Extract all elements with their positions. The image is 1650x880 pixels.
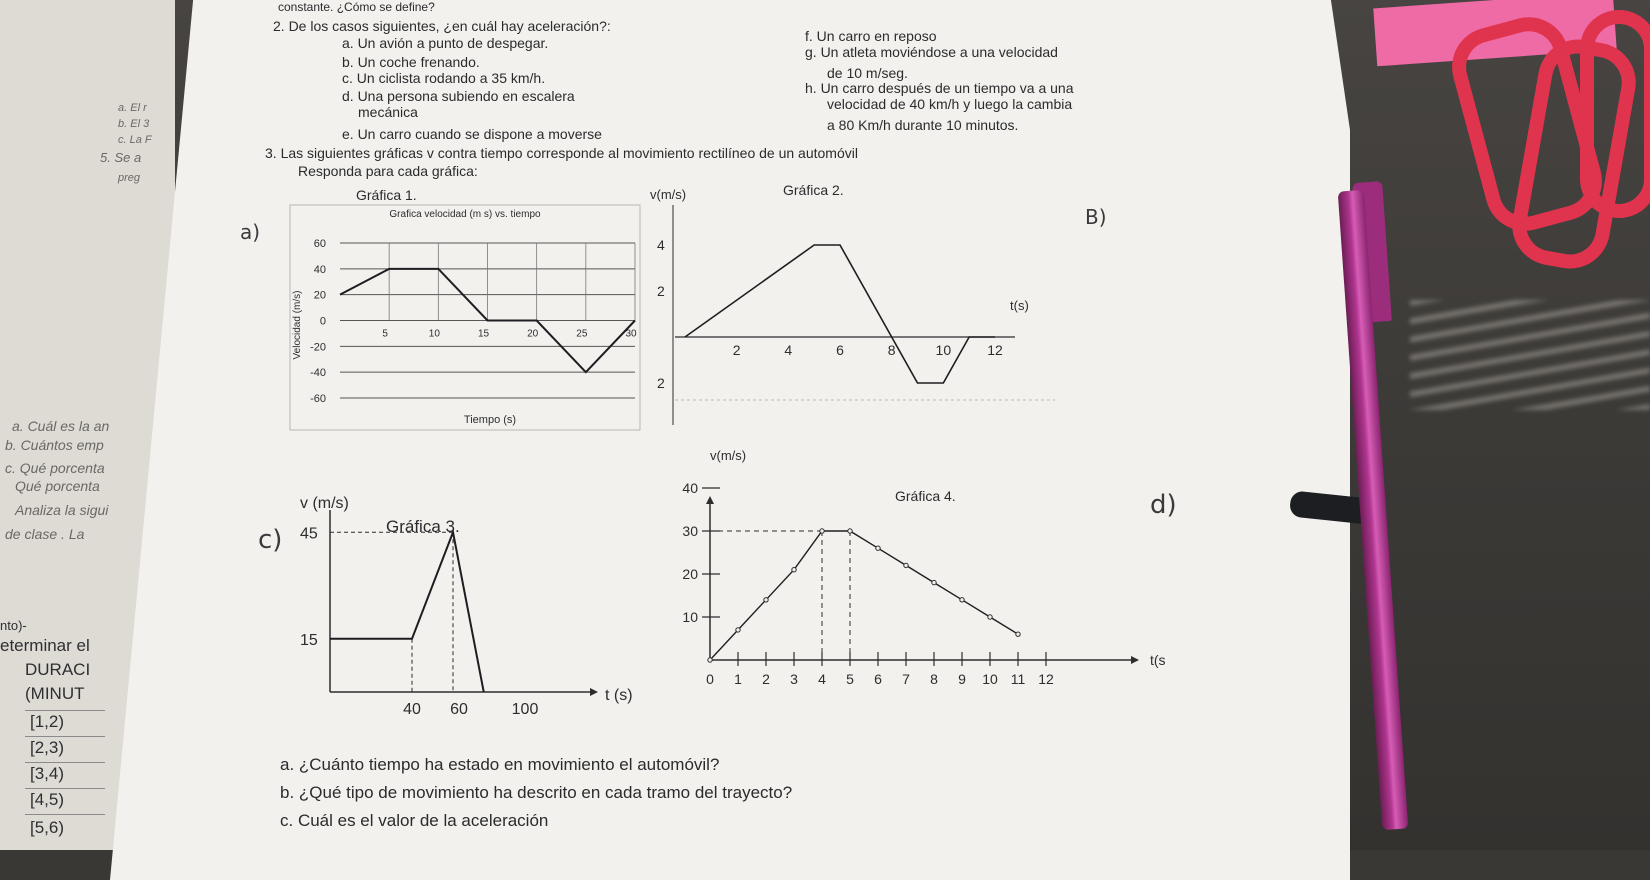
graph2-xtick: 12 (987, 342, 1003, 358)
graph2-ytick: 4 (657, 237, 665, 253)
graph1-xtick: 25 (576, 328, 588, 340)
table-note: eterminar el (0, 636, 90, 655)
table-row: [5,6) (30, 818, 65, 837)
graph4-point (932, 580, 936, 584)
graph2-ylabel: v(m/s) (650, 187, 687, 202)
question-3: 3. Las siguientes gráficas v contra tiempo corresponde al movimiento rectilíneo de un automóvil (265, 145, 858, 161)
option-f: f. Un carro en reposo (805, 28, 937, 44)
table-rule (25, 762, 105, 763)
graph4-xtick: 10 (982, 671, 998, 687)
graph1-title: Grafica velocidad (m s) vs. tiempo (389, 209, 541, 220)
option-d: d. Una persona subiendo en escalera (342, 88, 575, 104)
subquestion-c: c. Cuál es el valor de la aceleración (280, 811, 549, 830)
graph4-y-arrow (706, 496, 714, 504)
table-row: [1,2) (30, 712, 65, 731)
option-a: a. Un avión a punto de despegar. (342, 35, 549, 51)
margin-line: preg (118, 172, 141, 184)
graph1-ytick: -60 (310, 393, 326, 405)
question-2: 2. De los casos siguientes, ¿en cuál hay aceleración?: (273, 18, 611, 34)
margin-line: b. El 3 (118, 118, 150, 130)
graph3-xtick: 60 (450, 701, 468, 718)
graph4-point (820, 529, 824, 533)
graph3-x-arrow (590, 688, 598, 696)
graph2-ytick: 2 (657, 283, 665, 299)
table-row: [2,3) (30, 738, 65, 757)
graph4-xlabel: t(s (1150, 652, 1166, 668)
graph1-xtick: 10 (428, 328, 440, 340)
margin-line: 5. Se a (100, 150, 142, 165)
graph4-ytick: 20 (682, 566, 698, 582)
graph4-xtick: 8 (930, 671, 938, 687)
graph3-ytick: 45 (300, 525, 318, 543)
graph4-xtick: 0 (706, 671, 714, 687)
graph4-point (904, 563, 908, 567)
graph4-point (792, 568, 796, 572)
graph1-ytick: 60 (313, 238, 326, 250)
subquestion-b: b. ¿Qué tipo de movimiento ha descrito en cada tramo del trayecto? (280, 783, 793, 802)
graph1-ytick: 20 (313, 289, 326, 302)
graph3-xtick: 40 (403, 701, 421, 718)
graph4-xtick: 1 (734, 671, 742, 687)
option-h-cont2: a 80 Km/h durante 10 minutos. (827, 117, 1019, 133)
graph1-ylabel: Velocidad (m/s) (292, 290, 303, 360)
graph4-point (764, 598, 768, 602)
table-rule (25, 736, 105, 737)
table-rule (25, 814, 105, 815)
table-row: [4,5) (30, 790, 65, 809)
left-question: c. Qué porcenta (5, 460, 105, 476)
graph4-xtick: 12 (1038, 671, 1054, 687)
graph2-series (685, 245, 995, 383)
left-question: b. Cuántos emp (5, 437, 104, 453)
graph4-series (710, 531, 1018, 660)
graph-3 (280, 495, 660, 730)
option-d-cont: mecánica (358, 104, 418, 120)
option-h-cont: velocidad de 40 km/h y luego la cambia (827, 96, 1073, 112)
graph2-xtick: 2 (732, 342, 741, 358)
margin-line: c. La F (118, 134, 152, 146)
graph1-ytick: -20 (310, 341, 326, 354)
graph3-xlabel: t (s) (605, 687, 633, 704)
graph-4 (682, 448, 1170, 725)
graph1-ytick: 0 (319, 315, 326, 328)
graph3-ytick: 15 (300, 631, 318, 649)
graph2-xtick: 10 (935, 342, 952, 358)
handwritten-c: c) (258, 525, 283, 555)
graph3-label: Gráfica 3. (386, 517, 460, 536)
graph3-series (330, 532, 484, 692)
graph2-xtick: 8 (887, 342, 896, 358)
graph2-xlabel: t(s) (1010, 298, 1029, 313)
graph4-point (876, 546, 880, 550)
left-question: a. Cuál es la an (12, 418, 110, 434)
option-h: h. Un carro después de un tiempo va a una (805, 80, 1074, 96)
graph4-ytick: 30 (682, 523, 698, 539)
graph4-point (960, 598, 964, 602)
handwritten-a: a) (240, 220, 261, 244)
graph1-xtick: 30 (625, 328, 637, 340)
graph1-ytick: -40 (310, 367, 326, 380)
graph1-xtick: 15 (477, 328, 490, 340)
graph4-xtick: 9 (958, 671, 966, 687)
margin-line: a. El r (118, 102, 147, 114)
table-header: DURACI (25, 660, 91, 679)
graph4-x-arrow (1131, 656, 1139, 664)
graph2-xtick: 4 (784, 342, 793, 358)
handwritten-b: B) (1085, 205, 1107, 229)
graph1-ytick: 40 (313, 263, 326, 276)
graph1-xtick: 5 (382, 328, 388, 340)
graph4-xtick: 3 (790, 671, 798, 687)
left-question: Analiza la sigui (15, 502, 109, 518)
question-3-sub: Responda para cada gráfica: (298, 163, 478, 179)
graph2-ytick: 2 (657, 375, 665, 391)
graph4-ytick: 10 (682, 609, 698, 625)
graph4-ytick: 40 (682, 480, 698, 496)
left-question: Qué porcenta (15, 478, 100, 494)
graph4-xtick: 7 (902, 671, 910, 687)
graph2-xtick: 6 (836, 342, 844, 358)
red-hair-tie (1580, 10, 1650, 218)
left-question: de clase . La (5, 526, 85, 542)
graph4-label: Gráfica 4. (895, 488, 956, 504)
graph4-xtick: 11 (1010, 671, 1026, 687)
table-header: (MINUT (25, 684, 85, 703)
option-c: c. Un ciclista rodando a 35 km/h. (342, 70, 546, 86)
graph4-point (988, 615, 992, 619)
table-note: nto)- (0, 618, 27, 633)
graph4-point (848, 529, 852, 533)
table-rule (25, 788, 105, 789)
graph4-point (1016, 632, 1020, 636)
graph4-point (736, 628, 740, 632)
graph1-xlabel: Tiempo (s) (463, 414, 517, 426)
graph4-ylabel: v(m/s) (710, 448, 747, 463)
graph1-xtick: 20 (527, 328, 539, 340)
option-b: b. Un coche frenando. (342, 54, 480, 70)
graph3-ylabel: v (m/s) (300, 495, 349, 512)
subquestion-a: a. ¿Cuánto tiempo ha estado en movimiento el automóvil? (280, 755, 720, 774)
graph3-xtick: 100 (511, 701, 539, 718)
graph4-point (708, 658, 712, 662)
handwritten-d: d) (1150, 490, 1177, 520)
option-g: g. Un atleta moviéndose a una velocidad (805, 44, 1058, 60)
table-row: [3,4) (30, 764, 65, 783)
graph4-xtick: 2 (762, 671, 770, 687)
desk-paint-streak (1410, 300, 1650, 410)
table-rule (25, 710, 105, 711)
top-cut-text: constante. ¿Cómo se define? (278, 0, 435, 14)
graph4-xtick: 6 (874, 671, 882, 687)
graph-1 (290, 205, 670, 445)
graph2-label: Gráfica 2. (783, 182, 844, 198)
graph1-label: Gráfica 1. (356, 187, 417, 203)
option-e: e. Un carro cuando se dispone a moverse (342, 126, 602, 142)
graph1-frame (290, 205, 640, 430)
graph4-xtick: 4 (818, 671, 826, 687)
graph4-xtick: 5 (846, 671, 854, 687)
option-g-cont: de 10 m/seg. (827, 65, 908, 81)
